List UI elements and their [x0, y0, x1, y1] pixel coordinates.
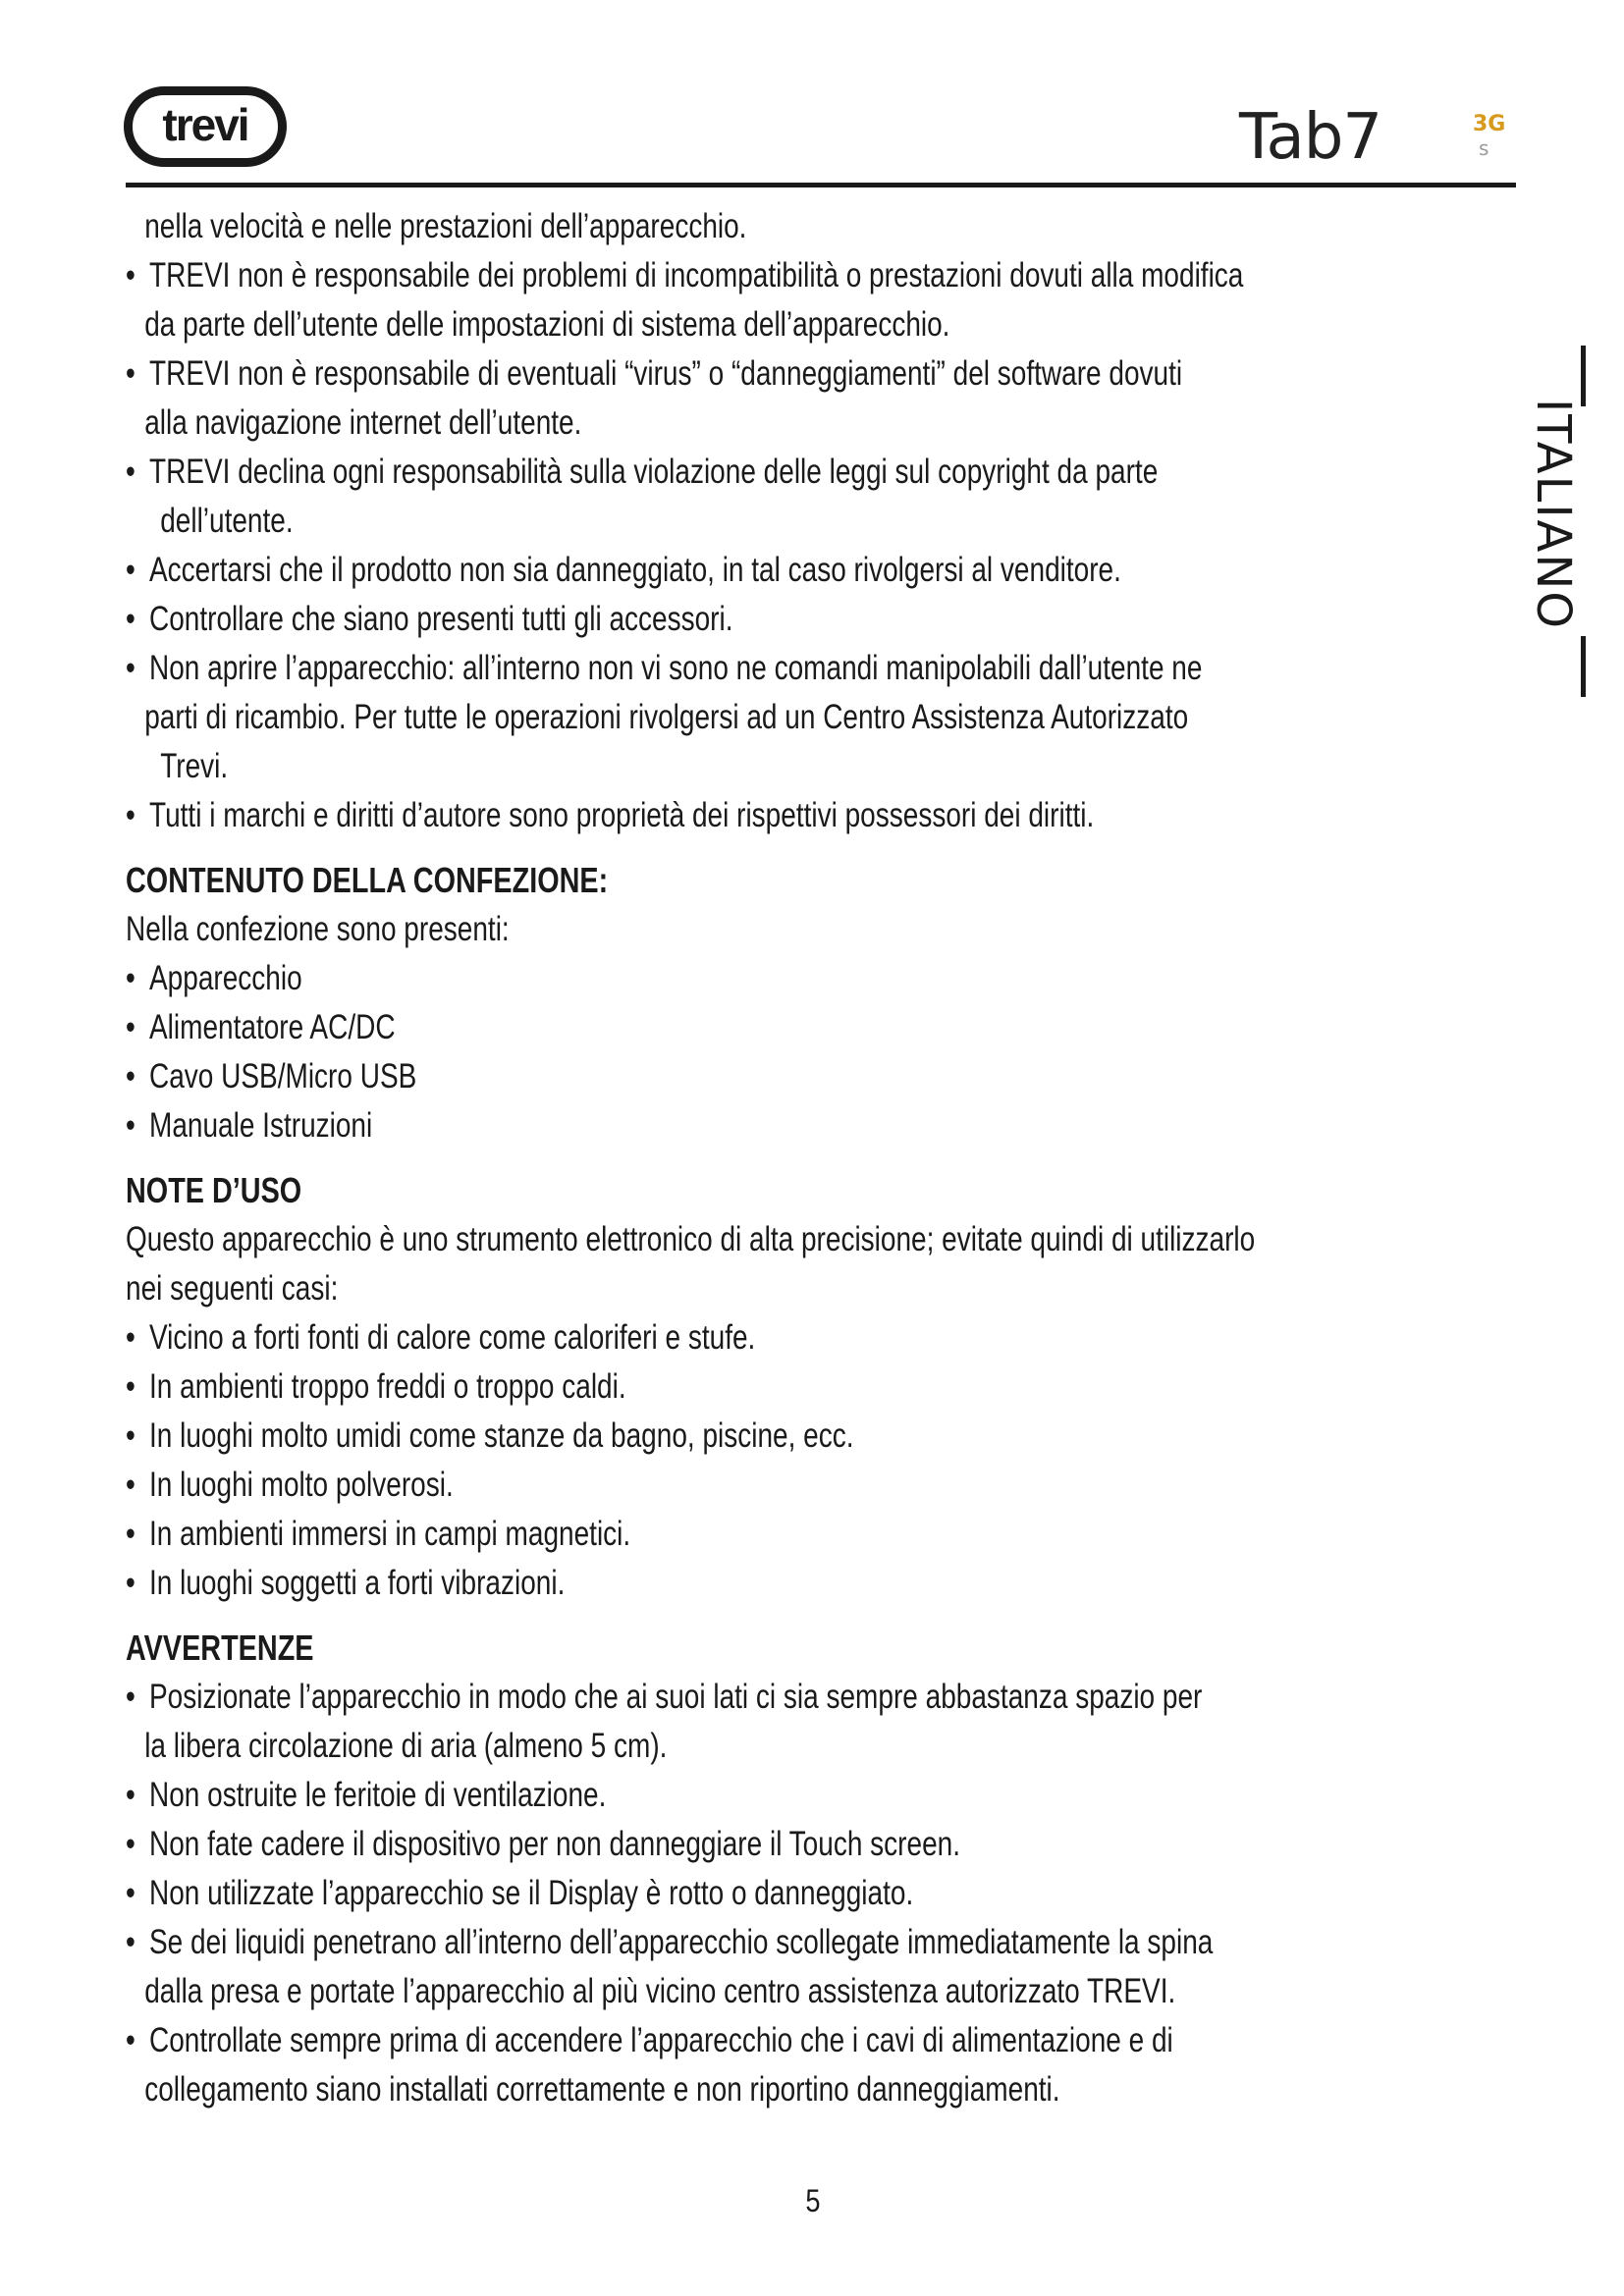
model-name: Tab7: [1239, 101, 1382, 174]
safety-item: [126, 546, 1530, 595]
bullet-icon: •: [126, 256, 135, 294]
text-line: nella velocità e nelle prestazioni dell’apparecchio.: [144, 207, 747, 245]
bullet-icon: •: [126, 1825, 135, 1863]
bullet-icon: •: [126, 354, 135, 393]
text-line: Se dei liquidi penetrano all’interno dell’apparecchio scollegate immediatamente la spina: [149, 1923, 1214, 1961]
text-line: parti di ricambio. Per tutte le operazioni rivolgersi ad un Centro Assistenza Autorizzato: [144, 698, 1189, 736]
section-intro: Nella confezione sono presenti:: [126, 910, 510, 948]
model-logo: [1239, 101, 1514, 175]
text-line: Controllate sempre prima di accendere l’apparecchio che i cavi di alimentazione e di: [149, 2021, 1173, 2059]
side-tab-label: [1526, 397, 1581, 632]
bullet-icon: •: [126, 453, 135, 491]
text-line: Tutti i marchi e diritti d’autore sono proprietà dei rispettivi possessori dei diritti.: [149, 796, 1095, 834]
safety-item: [126, 202, 1530, 251]
text-line: TREVI declina ogni responsabilità sulla violazione delle leggi sul copyright da parte: [149, 453, 1159, 491]
text-line: la libera circolazione di aria (almeno 5 cm).: [144, 1727, 668, 1765]
warning-item: [126, 1820, 1530, 1869]
list-item: In luoghi molto polverosi.: [149, 1466, 454, 1504]
section-title: AVVERTENZE: [126, 1628, 314, 1668]
section-title: NOTE D’USO: [126, 1170, 302, 1210]
text-line: Non fate cadere il dispositivo per non danneggiare il Touch screen.: [149, 1825, 960, 1863]
text-line: Non aprire l’apparecchio: all’interno non vi sono ne comandi manipolabili dall’utente ne: [149, 649, 1203, 687]
bullet-icon: •: [126, 796, 135, 834]
text-line: Non ostruite le feritoie di ventilazione.: [149, 1776, 607, 1814]
text-line: da parte dell’utente delle impostazioni di sistema dell’apparecchio.: [144, 305, 950, 344]
section-title: CONTENUTO DELLA CONFEZIONE:: [126, 860, 609, 900]
bullet-icon: •: [126, 600, 135, 638]
side-tab-rule-bottom: [1581, 636, 1586, 697]
text-line: TREVI non è responsabile dei problemi di incompatibilità o prestazioni dovuti alla modifica: [149, 256, 1244, 294]
warning-item: [126, 1918, 1530, 2016]
bullet-icon: •: [126, 1923, 135, 1961]
header-divider: [126, 183, 1516, 187]
text-line: alla navigazione internet dell’utente.: [144, 403, 582, 442]
bullet-icon: •: [126, 1564, 135, 1602]
list-item: Cavo USB/Micro USB: [149, 1057, 417, 1095]
bullet-icon: •: [126, 1874, 135, 1912]
bullet-icon: •: [126, 1106, 135, 1145]
bullet-icon: •: [126, 1678, 135, 1716]
text-line: collegamento siano installati correttamente e non riportino danneggiamenti.: [144, 2070, 1060, 2109]
section-intro: nei seguenti casi:: [126, 1269, 339, 1308]
model-superscript: 3G: [1473, 112, 1506, 136]
text-line: dell’utente.: [160, 502, 294, 540]
bullet-icon: •: [126, 1318, 135, 1357]
safety-item: [126, 251, 1530, 349]
list-item: In ambienti immersi in campi magnetici.: [149, 1515, 631, 1553]
page-number: 5: [805, 2183, 821, 2218]
text-line: Controllare che siano presenti tutti gli accessori.: [149, 600, 733, 638]
safety-item: [126, 791, 1530, 840]
text-line: TREVI non è responsabile di eventuali “virus” o “danneggiamenti” del software dovuti: [149, 354, 1183, 393]
safety-item: [126, 349, 1530, 448]
list-item: In luoghi soggetti a forti vibrazioni.: [149, 1564, 566, 1602]
page-content: [126, 202, 1530, 2114]
safety-item: [126, 644, 1530, 791]
bullet-icon: •: [126, 551, 135, 589]
bullet-icon: •: [126, 649, 135, 687]
warning-item: [126, 2016, 1530, 2114]
list-item: In ambienti troppo freddi o troppo caldi.: [149, 1367, 626, 1406]
warning-item: [126, 1673, 1530, 1771]
bullet-icon: •: [126, 1515, 135, 1553]
list-item: Vicino a forti fonti di calore come caloriferi e stufe.: [149, 1318, 756, 1357]
bullet-icon: •: [126, 1466, 135, 1504]
warning-item: [126, 1771, 1530, 1820]
section-intro: Questo apparecchio è uno strumento elettronico di alta precisione; evitate quindi di utilizzarlo: [126, 1220, 1256, 1258]
list-item: Manuale Istruzioni: [149, 1106, 373, 1145]
trevi-logo: [124, 86, 287, 167]
bullet-icon: •: [126, 1776, 135, 1814]
bullet-icon: •: [126, 1367, 135, 1406]
safety-item: [126, 448, 1530, 546]
language-side-tab: [1522, 346, 1581, 679]
safety-item: [126, 595, 1530, 644]
bullet-icon: •: [126, 1008, 135, 1046]
logo-text: trevi: [162, 99, 248, 150]
text-line: Non utilizzate l’apparecchio se il Display è rotto o danneggiato.: [149, 1874, 914, 1912]
text-line: Accertarsi che il prodotto non sia danneggiato, in tal caso rivolgersi al venditore.: [149, 551, 1121, 589]
bullet-icon: •: [126, 959, 135, 997]
safety-list: [126, 202, 1530, 840]
model-subscript: s: [1479, 136, 1489, 160]
text-line: dalla presa e portate l’apparecchio al più vicino centro assistenza autorizzato TREVI.: [144, 1972, 1176, 2010]
bullet-icon: •: [126, 2021, 135, 2059]
warnings-section: [126, 1624, 1530, 2114]
contents-section: [126, 856, 1530, 1150]
bullet-icon: •: [126, 1416, 135, 1455]
usage-section: [126, 1166, 1530, 1608]
side-tab-text: ITALIANO: [1526, 398, 1581, 631]
text-line: Trevi.: [160, 747, 229, 785]
text-line: Posizionate l’apparecchio in modo che ai suoi lati ci sia sempre abbastanza spazio per: [149, 1678, 1203, 1716]
warning-item: [126, 1869, 1530, 1918]
bullet-icon: •: [126, 1057, 135, 1095]
list-item: Apparecchio: [149, 959, 302, 997]
side-tab-rule-top: [1581, 346, 1586, 406]
list-item: In luoghi molto umidi come stanze da bagno, piscine, ecc.: [149, 1416, 854, 1455]
list-item: Alimentatore AC/DC: [149, 1008, 396, 1046]
